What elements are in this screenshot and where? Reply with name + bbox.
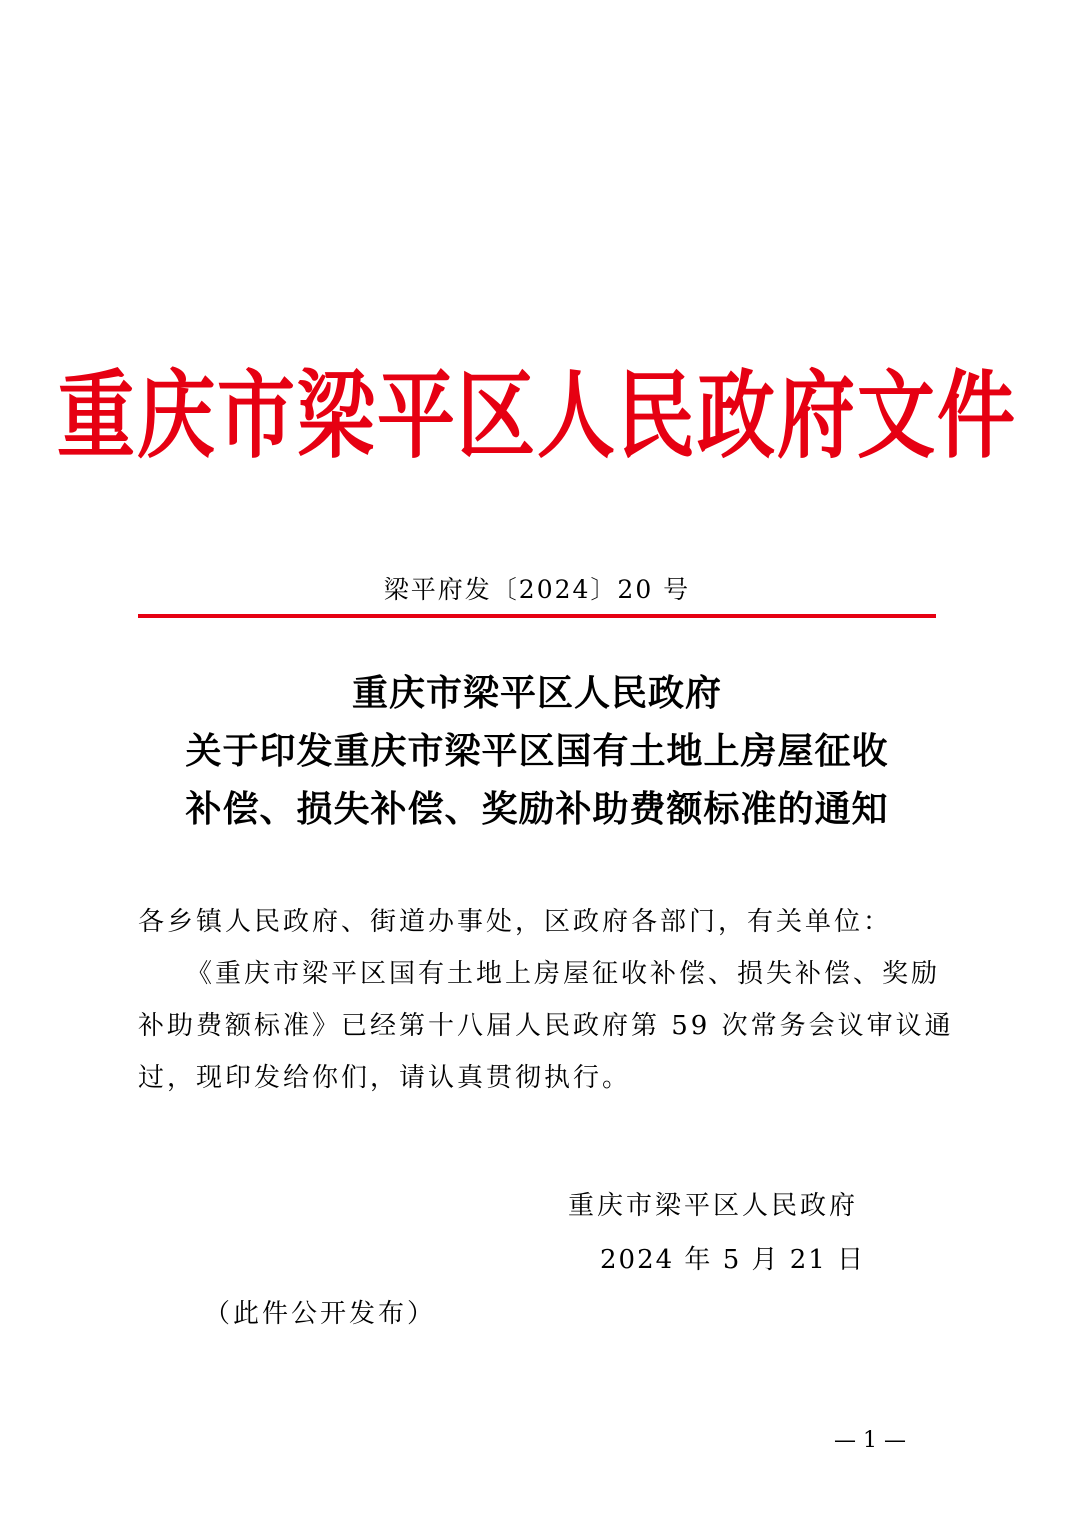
title-line-1: 重庆市梁平区人民政府: [351, 672, 722, 714]
title-line-3: 补偿、损失补偿、奖励补助费额标准的通知: [185, 788, 889, 830]
document-number: 梁平府发〔2024〕20 号: [383, 575, 691, 604]
signature-date: 2024 年 5 月 21 日: [600, 1245, 866, 1275]
red-separator-line: [138, 614, 936, 618]
body-paragraph-line-1: 《重庆市梁平区国有土地上房屋征收补偿、损失补偿、奖励: [186, 959, 941, 989]
document-title: [120, 664, 954, 838]
masthead-title: 重庆市梁平区人民政府文件: [56, 362, 1017, 472]
body-paragraph-line-2: 补助费额标准》已经第十八届人民政府第 59 次常务会议审议通: [138, 1011, 954, 1041]
addressee-line: 各乡镇人民政府、街道办事处，区政府各部门，有关单位：: [138, 907, 893, 937]
page-number: — 1 —: [834, 1428, 906, 1453]
publication-note: （此件公开发布）: [204, 1299, 437, 1329]
signature-issuer: 重庆市梁平区人民政府: [568, 1191, 859, 1221]
title-line-2: 关于印发重庆市梁平区国有土地上房屋征收: [185, 730, 889, 772]
body-paragraph-line-3: 过，现印发给你们，请认真贯彻执行。: [138, 1063, 632, 1093]
